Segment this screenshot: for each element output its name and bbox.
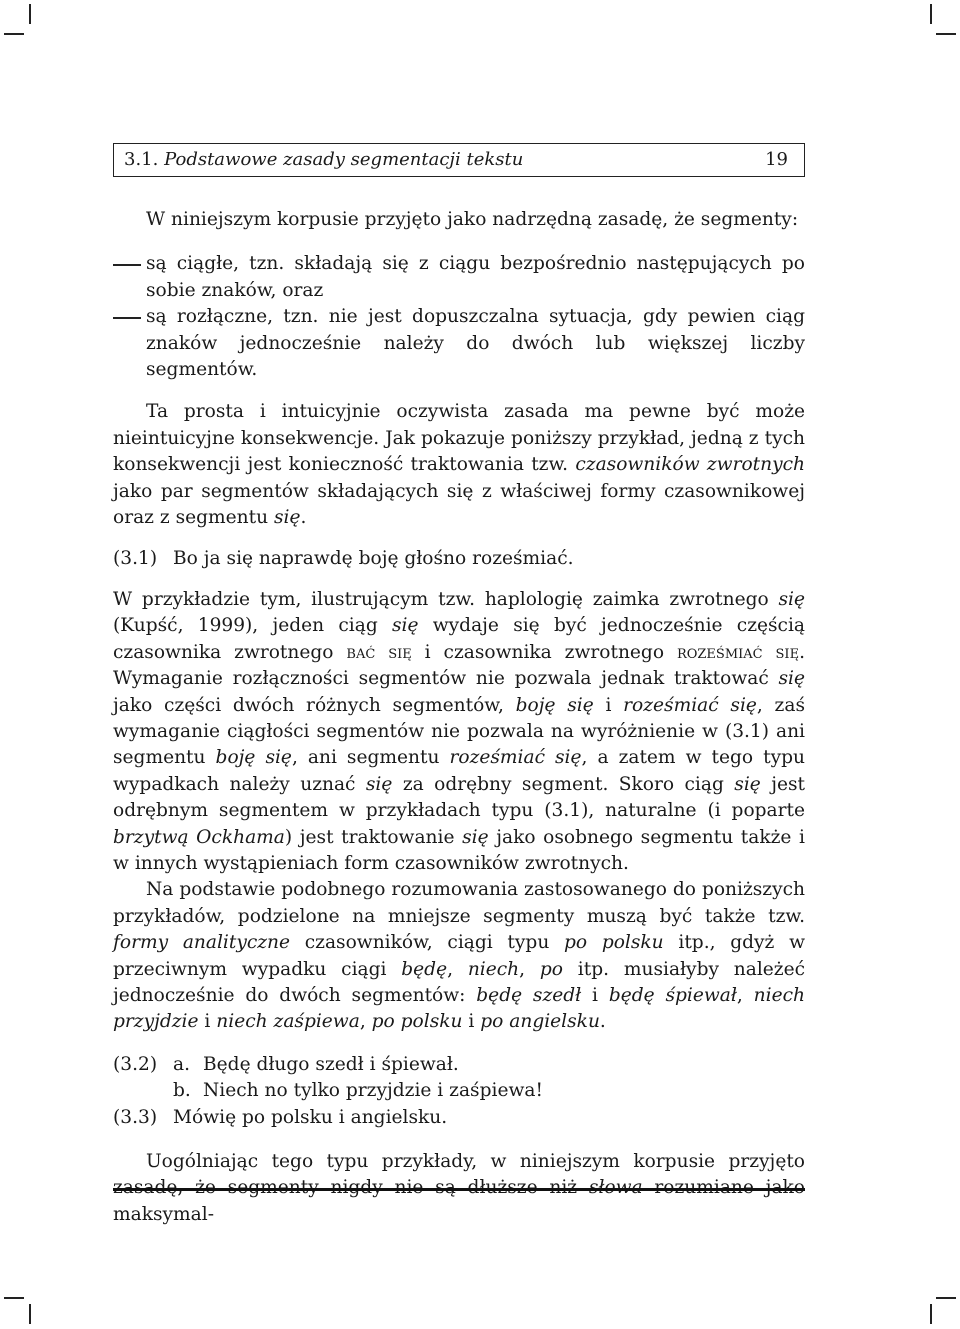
example-text: Będę długo szedł i śpiewał. bbox=[203, 1053, 459, 1075]
text-span: itp., gdyż w przeciwnym wypadku ciągi bbox=[113, 932, 805, 980]
section-title: Podstawowe zasady segmentacji tekstu bbox=[164, 148, 524, 170]
italic-term: roześmiać się bbox=[623, 694, 757, 716]
crop-mark bbox=[4, 33, 24, 35]
paragraph bbox=[113, 399, 805, 531]
italic-term: brzytwą Ockhama bbox=[113, 826, 285, 848]
text-span: Ta prosta i intuicyjnie oczywista zasada ma pewne być może nieintuicyjne konsekwencje. Jak pokazuje poniższy przykład, jedną z tych konsekwencji jest konieczność traktowania tzw. bbox=[113, 401, 805, 476]
text-span: (Kupść, 1999), jeden ciąg bbox=[113, 615, 392, 637]
italic-term: będę szedł bbox=[476, 984, 582, 1006]
example-text: Mówię po polsku i angielsku. bbox=[173, 1106, 448, 1128]
text-span: Uogólniając tego typu przykłady, w niniejszym korpusie przyjęto bbox=[146, 1151, 805, 1172]
italic-term: się bbox=[365, 773, 393, 795]
text-span: , bbox=[359, 1011, 372, 1033]
example-3-1 bbox=[113, 546, 805, 572]
text-span: , bbox=[447, 958, 468, 980]
italic-term: niech zaśpiewa bbox=[216, 1011, 360, 1033]
example-number: (3.1) bbox=[113, 548, 158, 570]
text-span: jako części dwóch różnych segmentów, bbox=[113, 694, 516, 716]
list-item-text: są ciągłe, tzn. składają się z ciągu bezpośrednio następujących po sobie znaków, oraz bbox=[146, 253, 805, 301]
crop-mark bbox=[29, 4, 31, 24]
page-number: 19 bbox=[765, 148, 788, 170]
text-span: , zaś wymaganie ciągłości segmentów nie pozwala na wyróżnienie w (3.1) ani segmentu bbox=[113, 694, 805, 769]
italic-term: po angielsku bbox=[480, 1011, 600, 1033]
section-number: 3.1. bbox=[124, 148, 159, 170]
text-span: . Wymaganie rozłączności segmentów nie pozwala jednak traktować bbox=[113, 641, 805, 690]
text-span: jako osobnego segmentu także i w innych wystąpieniach form czasowników zwrotnych. bbox=[113, 826, 805, 874]
text-span: . bbox=[300, 507, 307, 529]
dash-bullet bbox=[113, 304, 146, 330]
italic-term: się bbox=[274, 507, 301, 529]
italic-term: roześmiać się bbox=[449, 747, 582, 769]
italic-term: się bbox=[392, 615, 419, 637]
text-span: i czasownika zwrotnego bbox=[411, 641, 677, 663]
text-span: W przykładzie tym, ilustrującym tzw. haplologię zaimka zwrotnego bbox=[113, 588, 779, 610]
example-number: (3.3) bbox=[113, 1106, 158, 1128]
italic-term: po bbox=[539, 958, 563, 980]
italic-term: będę śpiewał bbox=[608, 984, 737, 1006]
italic-term: niech przyjdzie bbox=[113, 984, 805, 1033]
italic-term: po polsku bbox=[371, 1011, 463, 1033]
smallcaps-term: bać się bbox=[346, 641, 412, 663]
italic-term: się bbox=[778, 668, 805, 690]
paragraph bbox=[113, 877, 805, 1035]
running-header bbox=[113, 143, 805, 177]
crop-mark bbox=[936, 33, 956, 35]
intro-paragraph: W niniejszym korpusie przyjęto jako nadrzędną zasadę, że segmenty: bbox=[146, 209, 799, 230]
text-span: , bbox=[736, 984, 754, 1006]
smallcaps-term: roześmiać się bbox=[676, 641, 800, 663]
italic-term: niech bbox=[467, 958, 520, 980]
list-item bbox=[113, 251, 805, 304]
italic-term: po polsku bbox=[564, 932, 664, 954]
example-3-2 bbox=[113, 1052, 805, 1078]
crop-mark bbox=[29, 1304, 31, 1324]
dash-bullet bbox=[113, 251, 146, 277]
italic-term: formy analityczne bbox=[113, 932, 291, 954]
crop-mark bbox=[930, 4, 932, 24]
text-span: wydaje się być jednocześnie częścią czasownika zwrotnego bbox=[113, 615, 806, 663]
text-span: , ani segmentu bbox=[291, 747, 450, 769]
footer-rule bbox=[113, 1188, 805, 1191]
text-span: . bbox=[599, 1011, 606, 1033]
text-span: jako par segmentów składających się z właściwej formy czasownikowej oraz z segmentu bbox=[113, 480, 805, 529]
italic-term: będę bbox=[401, 958, 448, 980]
italic-term: się bbox=[734, 773, 761, 795]
text-span: itp. musiałyby należeć jednocześnie do dwóch segmentów: bbox=[113, 958, 806, 1006]
italic-term: się bbox=[462, 826, 489, 848]
italic-term: boję się bbox=[515, 694, 594, 716]
italic-term: boję się bbox=[215, 747, 292, 769]
italic-term: się bbox=[778, 588, 805, 610]
example-text: Niech no tylko przyjdzie i zaśpiewa! bbox=[203, 1080, 543, 1102]
text-span: i bbox=[198, 1011, 217, 1033]
list-item-text: są rozłączne, tzn. nie jest dopuszczalna sytuacja, gdy pewien ciąg znaków jednocześnie należy do dwóch lub większej liczby segmentów. bbox=[146, 306, 805, 381]
example-text: Bo ja się naprawdę boję głośno roześmiać. bbox=[173, 548, 574, 570]
list-item bbox=[113, 304, 805, 383]
text-span: maksymal- bbox=[113, 1203, 214, 1225]
crop-mark bbox=[930, 1304, 932, 1324]
text-span: i bbox=[462, 1011, 481, 1033]
header-title bbox=[124, 147, 523, 173]
example-3-3 bbox=[113, 1105, 805, 1131]
text-span: , bbox=[519, 958, 540, 980]
text-span: ) jest traktowanie bbox=[284, 826, 463, 848]
example-sub-label: b. bbox=[173, 1080, 191, 1102]
text-span: , a zatem w tego typu wypadkach należy uznać bbox=[113, 747, 806, 795]
text-span: czasowników, ciągi typu bbox=[290, 932, 565, 954]
example-sub-label: a. bbox=[173, 1053, 190, 1075]
example-3-2b bbox=[113, 1078, 805, 1104]
text-span: jest odrębnym segmentem w przykładach typu (3.1), naturalne (i poparte bbox=[113, 773, 805, 822]
italic-term: czasowników zwrotnych bbox=[575, 454, 805, 476]
text-span: i bbox=[581, 984, 609, 1006]
paragraph bbox=[113, 587, 805, 877]
text-span: i bbox=[593, 694, 624, 716]
text-span: za odrębny segment. Skoro ciąg bbox=[392, 773, 735, 795]
segment-rules-list bbox=[113, 251, 805, 383]
page-content bbox=[113, 143, 805, 1228]
text-span: Na podstawie podobnego rozumowania zastosowanego do poniższych przykładów, podzielone na mniejsze segmenty muszą być także tzw. bbox=[113, 879, 805, 927]
crop-mark bbox=[4, 1297, 24, 1299]
example-number-spacer bbox=[113, 1078, 173, 1104]
example-number: (3.2) bbox=[113, 1053, 158, 1075]
crop-mark bbox=[936, 1297, 956, 1299]
